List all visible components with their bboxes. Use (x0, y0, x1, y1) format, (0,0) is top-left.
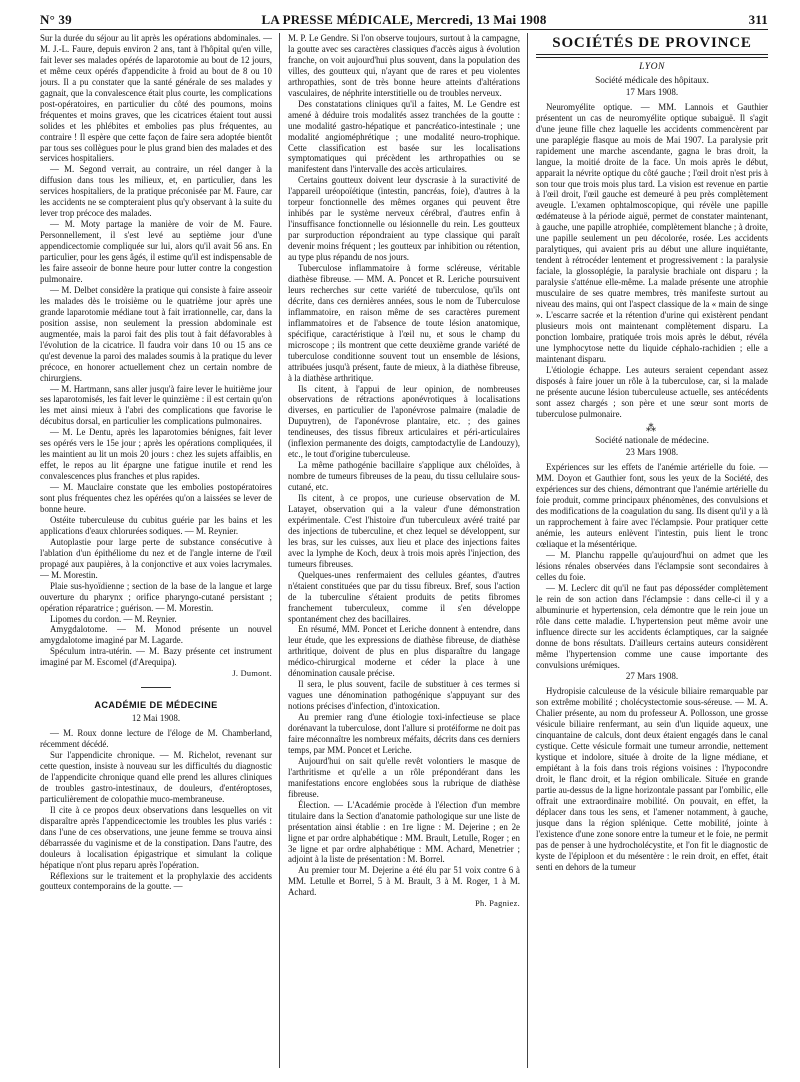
article-paragraph: Au premier rang d'une étiologie toxi-infectieuse se place dorénavant la tuberculose, dont l'allure si protéiforme ne doit pas faire méconnaître les nombreux méfaits, décrits dans ces derniers temps, par MM. Poncet et Leriche. (288, 712, 520, 755)
article-paragraph: — M. Hartmann, sans aller jusqu'à faire lever le huitième jour ses laparotomisés, les fait lever le quinzième : il est certain qu'on les met ainsi mieux à l'abri des complications que favorise le décubitus dorsal, en particulier les complications pulmonaires. (40, 383, 272, 427)
article-paragraph: Certains goutteux doivent leur dyscrasie à la suractivité de l'appareil uréopoïétique (intestin, pancréas, foie), d'autres à la torpeur fonctionnelle des mêmes organes qui peuvent être inhibés par le système nerveux cérébral, d'autres enfin à l'insuffisance fonctionnelle ou lésionnelle du rein. Les goutteux par surproduction répondraient au type classique qui paraît devenir moins fréquent ; les goutteux par inhibition ou rétention, au type plus répandu de nos jours. (288, 175, 520, 263)
article-paragraph: Autoplastie pour large perte de substance consécutive à l'ablation d'un épithéliome du nez et de l'angle interne de l'œil propagé aux paupières, à la conjonctive et aux voies lacrymales. — M. Morestin. (40, 536, 272, 580)
column-1 (40, 33, 272, 1073)
article-paragraph: Hydropisie calculeuse de la vésicule biliaire remarquable par son extrême mobilité ; cholécystectomie sous-séreuse. — M. A. Chalier présente, au nom du professeur A. Pollosson, une grosse vésicule biliaire renfermant, au sein d'un liquide aqueux, une cinquantaine de calculs, dont deux étaient engagés dans le canal cystique. Cette vésicule formait une tumeur arrondie, nettement kystique et indolore, située à droite de la ligne médiane, et empiétant à la fois dans trois régions voisines : l'hypocondre droit, le flanc droit, et la région ombilicale. Située en grande partie au-dessus de la ligne horizontale passant par l'ombilic, elle offrait une extraordinaire mobilité. On pouvait, en effet, la déplacer dans tous les sens, et l'amener notamment, à gauche, jusque dans la région splénique. Cette mobilité, jointe à l'existence d'une zone sonore entre la tumeur et le foie, ne permit pas de penser à une hydrocholécystite, et l'on fit le diagnostic de kyste de l'épiploon et du mésentère : le rein droit, en effet, était senti en dehors de la tumeur (536, 686, 768, 872)
article-paragraph: — M. Leclerc dit qu'il ne faut pas déposséder complètement le rein de son action dans l'éclampsie : dans celle-ci il y a albuminurie et hypertension, cela démontre que le rein joue un rôle dans cette maladie. L'hypertension peut même avoir une influence directe sur les accidents éclamptiques, car la saignée donne de bons résultats. D'ailleurs certains auteurs considèrent même l'hypertension comme une cause importante des convulsions urémiques. (536, 582, 768, 670)
article-paragraph: — M. Roux donne lecture de l'éloge de M. Chamberland, récemment décédé. (40, 728, 272, 750)
title-rule (536, 54, 768, 58)
article-paragraph: Spéculum intra-utérin. — M. Bazy présente cet instrument imaginé par M. Escomel (d'Arequipa). (40, 646, 272, 668)
article-paragraph: Sur la durée du séjour au lit après les opérations abdominales. — M. J.-L. Faure, depuis environ 2 ans, tant à l'hôpital qu'en ville, fait lever ses malades opérés de laparotomie au bout de 12 jours, et même ceux opérés d'appendicite à froid au bout de 8 ou 10 jours. Il a pu constater que la santé générale de ses malades y gagnait, que la convalescence était plus courte, les complications post-opératoires, en particulier du côté des poumons, moins fréquentes et moins graves, que les cicatrices étaient tout aussi solides et les phlébites et embolies pas plus fréquentes, au contraire ! Il espère que cette façon de faire sera adoptée bientôt par tous ses collègues pour le plus grand bien des malades et des services hospitaliers. (40, 33, 272, 164)
article-paragraph: — M. Planchu rappelle qu'aujourd'hui on admet que les lésions rénales observées dans l'éclampsie sont secondaires à celles du foie. (536, 549, 768, 582)
article-paragraph: Élection. — L'Académie procède à l'élection d'un membre titulaire dans la Section d'anatomie pathologique sur une liste de présentation ainsi établie : en 1re ligne : M. Dejerine ; en 2e ligne et par ordre alphabétique : MM. Brault, Letulle, Roger ; en 3e ligne et par ordre alphabétique : MM. Achard, Menetrier ; adjoint à la liste de présentation : M. Borrel. (288, 799, 520, 865)
section-title: SOCIÉTÉS DE PROVINCE (552, 35, 752, 51)
issue-number: N° 39 (40, 12, 72, 27)
article-paragraph: Des constatations cliniques qu'il a faites, M. Le Gendre est amené à déduire trois modalités assez tranchées de la goutte : une modalité gastro-hépatique et pancréatico-intestinale ; une modalité angioméphrétique ; une modalité neuro-trophique. Cette classification est basée sur les localisations symptomatiques qui précèdent les arthropathies ou se manifestent dans l'intervalle des accès articulaires. (288, 98, 520, 175)
section-heading: ACADÉMIE DE MÉDECINE (94, 700, 218, 711)
session-date: 23 Mars 1908. (625, 447, 679, 458)
page-number: 311 (748, 12, 768, 27)
article-paragraph: Plaie sus-hyoïdienne ; section de la base de la langue et large ouverture du pharynx ; orifice pharyngo-cutané persistant ; opération réparatrice ; guérison. — M. Morestin. (40, 580, 272, 613)
article-paragraph: Neuromyélite optique. — MM. Lannois et Gauthier présentent un cas de neuromyélite optique subaiguë. Il s'agit d'une jeune fille chez laquelle les accidents commencèrent par une paraplégie flasque au mois de Mai 1907. La paralysie prit rapidement une marche ascendante, gagna le bras droit, la langue, la moitié droite de la face. Un mois après le début, apparait la névrite optique du côté gauche ; l'œil droit n'est pris à son tour que trois mois plus tard. La vision est revenue en partie à l'œil droit, l'œil gauche est demeuré à peu près complètement aveugle. L'examen ophtalmoscopique, qui révèle une papille œdémateuse à la période aiguë, permet de constater maintenant, à gauche, une papille atrophiée, complètement blanche ; à droite, une papille seulement un peu décolorée, rosée. Les accidents paralytiques, qui avaient pris au début une allure inquiétante, tendent à rétrocéder lentement et progressivement : la paralysie faciale, la glossoplégie, la paralysie brachiale ont disparu ; la paralysie s'atténue elle-même. La malade présente une atrophie musculaire de ses quatre membres, très manifeste surtout au niveau des mains, qui ont l'aspect classique de la « main de singe ». L'escarre sacrée et la rétention d'urine qui existèrent pendant plusieurs mois ont maintenant complètement disparu. La ponction lombaire, pratiquée trois mois après le début, révéla une lymphocytose nette du liquide céphalo-rachidien ; elle a maintenant disparu. (536, 101, 768, 364)
asterism-divider: ⁂ (646, 422, 658, 434)
article-paragraph: M. P. Le Gendre. Si l'on observe toujours, surtout à la campagne, la goutte avec ses caractères classiques d'accès aigus à évolution franche, on voit aujourd'hui plus souvent, dans la population des villes, des goutteux qui, n'ayant que de rares et peu violentes arthropathies, sont de très bonne heure atteints d'altérations vasculaires, de néphrite interstitielle ou de troubles nerveux. (288, 33, 520, 98)
article-paragraph: L'étiologie échappe. Les auteurs seraient cependant assez disposés à faire jouer un rôle à la tuberculose, car, si la malade ne présente aucune lésion tuberculeuse actuelle, ses antécédents sont assez chargés ; son père et une sœur sont morts de tuberculose pulmonaire. (536, 364, 768, 419)
section-divider (141, 687, 171, 688)
column-rule (527, 33, 528, 1068)
city-heading: LYON (639, 61, 665, 72)
article-paragraph: La même pathogénie bacillaire s'applique aux chéloïdes, à nombre de tumeurs fibreuses de la peau, du tissu cellulaire sous-cutané, etc. (288, 460, 520, 493)
article-paragraph: Expériences sur les effets de l'anémie artérielle du foie. — MM. Doyon et Gauthier font, sous les yeux de la Société, des expériences sur des chiens, démontrant que l'anémie artérielle du foie produit, comme principaux phénomènes, des convulsions et des modifications de la coagulation du sang. Ils disent qu'il y a là un rapprochement à faire avec l'éclampsie. Pour pratiquer cette anémie, les auteurs enlèvent l'intestin, puis lient le tronc cœliaque et la mésentérique. (536, 462, 768, 550)
article-paragraph: Sur l'appendicite chronique. — M. Richelot, revenant sur cette question, insiste à nouveau sur les difficultés du diagnostic de l'appendicite chronique quand elle prend les allures cliniques de troubles gastro-intestinaux, de douleurs, d'entéroptoses, particulièrement de colopathie muco-membraneuse. (40, 750, 272, 804)
session-date: 27 Mars 1908. (625, 671, 679, 682)
journal-title: LA PRESSE MÉDICALE, Mercredi, 13 Mai 1908 (261, 12, 547, 27)
article-paragraph: — M. Le Dentu, après les laparotomies bénignes, fait lever ses opérés vers le 15e jour ; après les opérations compliquées, il les maintient au lit un mois 20 jours : chez les sujets affaiblis, en effet, le repos au lit épargne une fatigue inutile et rend les convalescences plus franches et plus rapides. (40, 427, 272, 482)
author-signature: Ph. Pagniez. (475, 899, 520, 909)
article-paragraph: — M. Mauclaire constate que les embolies postopératoires sont plus fréquentes chez les opérées qu'on a laissées se lever de bonne heure. (40, 482, 272, 514)
article-paragraph: Ils citent, à l'appui de leur opinion, de nombreuses observations de rétractions aponévrotiques à localisations diverses, en particulier de l'aponévrose palmaire (maladie de Dupuytren), de l'aponévrose plantaire, etc. ; des gaines tendineuses, des tissus fibreux articulaires et péri-articulaires (inflexion permanente des doigts, camptodactylie de Landouzy), etc., le tout d'origine tuberculeuse. (288, 383, 520, 460)
article-paragraph: Au premier tour M. Dejerine a été élu par 51 voix contre 6 à MM. Letulle et Borrel, 5 à M. Brault, 3 à M. Roger, 1 à M. Achard. (288, 865, 520, 898)
article-paragraph: Il cite à ce propos deux observations dans lesquelles on vit disparaître après l'appendicectomie les troubles les plus variés : dans l'une de ces observations, une jeune femme se trouva ainsi débarrassée du vaginisme et de la constipation. Dans l'autre, des douleurs à localisation épigastrique et simulant la colique hépatique n'ont plus reparu après l'opération. (40, 804, 272, 870)
article-paragraph: Ils citent, à ce propos, une curieuse observation de M. Latayet, observation qui a la valeur d'une démonstration expérimentale. C'est l'histoire d'un tuberculeux avéré traité par des injections de tuberculine, et chez lequel se développent, sur les bras, sur les cuisses, aux lieu et place des injections faites avec la lymphe de Koch, deux à trois mois après l'injection, des tumeurs fibreuses. (288, 493, 520, 569)
article-paragraph: Lipomes du cordon. — M. Reynier. (50, 613, 177, 624)
article-paragraph: Aujourd'hui on sait qu'elle revêt volontiers le masque de l'arthritisme et qu'elle a un rôle prépondérant dans les manifestations encore englobées sous la rubrique de diathèse fibreuse. (288, 755, 520, 799)
article-paragraph: Tuberculose inflammatoire à forme scléreuse, véritable diathèse fibreuse. — MM. A. Poncet et R. Leriche poursuivent leurs recherches sur cette variété de tuberculose, qu'ils ont décrite, dans ces dernières années, sous le nom de Tuberculose inflammatoire, en raison même de ses caractères purement inflammatoires et de l'absence de toute lésion anatomique, spécifique, caractéristique à l'œil nu, et sous le champ du microscope ; ils montrent que cette deuxième grande variété de tuberculose conditionne souvent tout un ensemble de lésions, attribuées jusqu'à présent, faute de mieux, à la diathèse fibreuse, à la diathèse arthritique. (288, 263, 520, 383)
article-paragraph: — M. Segond verrait, au contraire, un réel danger à la diffusion dans tous les milieux, et, en particulier, dans les services hospitaliers, de la pratique préconisée par M. Faure, car les accidents ne se compteraient plus qu'y observant à la suite du lever trop précoce des malades. (40, 164, 272, 219)
article-paragraph: En résumé, MM. Poncet et Leriche donnent à entendre, dans leur étude, que les expressions de diathèse fibreuse, de diathèse arthritique, doivent de plus en plus disparaître du langage médico-chirurgical moderne et céder la place à une dénomination causale précise. (288, 624, 520, 679)
column-2 (288, 33, 520, 1073)
running-header (40, 10, 768, 30)
article-paragraph: Réflexions sur le traitement et la prophylaxie des accidents goutteux contemporains de la goutte. — (40, 870, 272, 892)
article-paragraph: — M. Moty partage la manière de voir de M. Faure. Personnellement, il s'est levé au septième jour d'une appendicectomie compliquée sur lui, alors qu'il avait 56 ans. En particulier, pour les gens âgés, il estime qu'il est indispensable de les faire asseoir de bonne heure pour lutter contre la congestion pulmonaire. (40, 219, 272, 284)
society-name: Société nationale de médecine. (595, 435, 709, 446)
article-paragraph: Ostéite tuberculeuse du cubitus guérie par les bains et les applications d'eaux chlorurées sodiques. — M. Reynier. (40, 514, 272, 536)
column-rule (279, 33, 280, 1068)
article-paragraph: Amygdalotome. — M. Monod présente un nouvel amygdalotome imaginé par M. Lagarde. (40, 624, 272, 646)
session-date: 17 Mars 1908. (625, 86, 679, 97)
article-paragraph: Il sera, le plus souvent, facile de substituer à ces termes si vagues une dénomination pathogénique s'appuyant sur des notions précises d'infection, d'intoxication. (288, 679, 520, 712)
column-3 (536, 33, 768, 1073)
article-paragraph: Quelques-unes renfermaient des cellules géantes, d'autres n'étaient constituées que par du tissu fibreux. Bref, sous l'action de la tuberculine s'étaient produits de petits fibromes franchement tuberculeux, comme il s'en développe spontanément chez des bacillaires. (288, 569, 520, 624)
author-signature: J. Dumont. (232, 669, 272, 679)
article-paragraph: — M. Delbet considère la pratique qui consiste à faire asseoir les malades dès le troisième ou le quatrième jour après une grande laparotomie médiane tout à fait irrationnelle, car, dans la position assise, non seulement la pression abdominale est augmentée, mais la paroi fait des plis tout à fait défavorables à l'évolution de la cicatrice. Il faudra voir dans 10 ou 15 ans ce qu'est devenue la paroi des malades soumis à la pratique du lever précoce, en honorer actuellement chez un certain nombre de chirurgiens. (40, 284, 272, 383)
session-date: 12 Mai 1908. (131, 713, 181, 724)
society-name: Société médicale des hôpitaux. (595, 74, 709, 85)
